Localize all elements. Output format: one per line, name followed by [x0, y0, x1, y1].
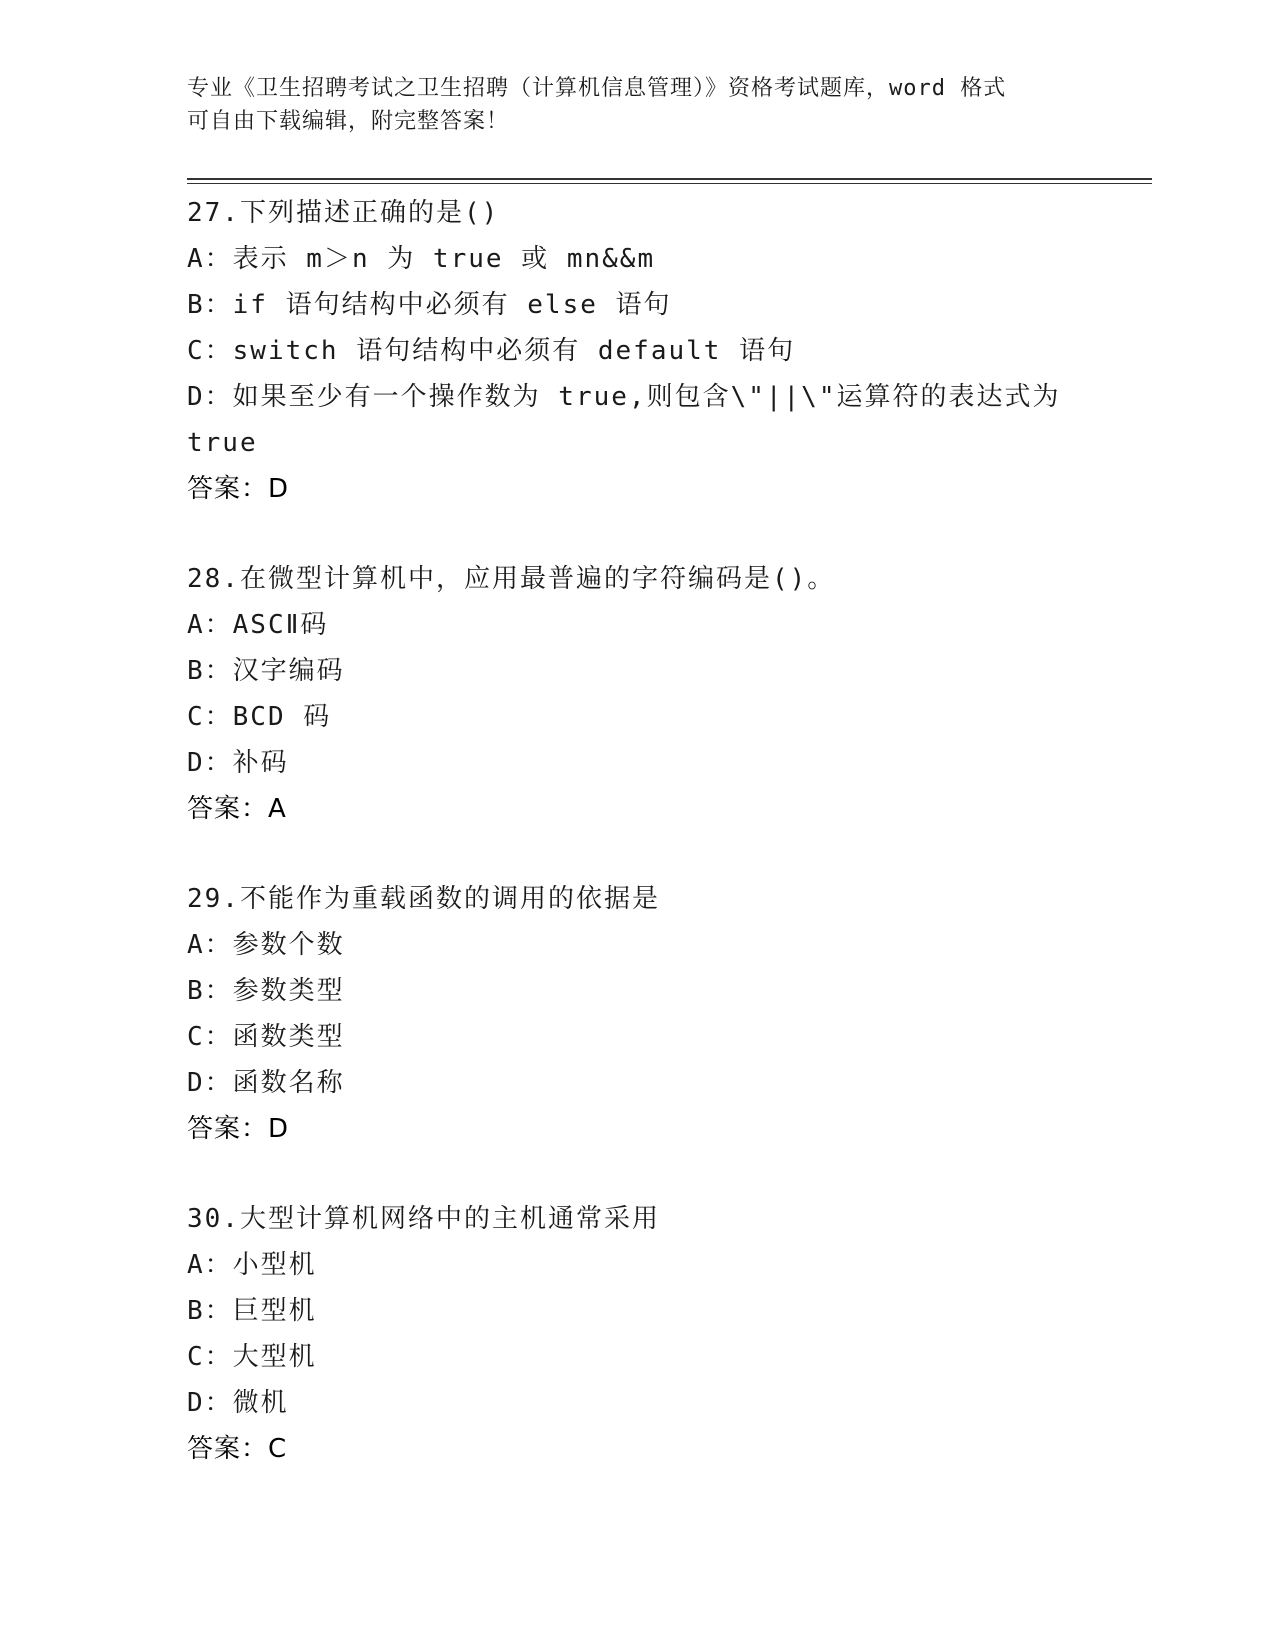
question-list [187, 190, 1087, 1516]
answer-line: 答案：C [187, 1434, 288, 1464]
question-stem: 28.在微型计算机中，应用最普遍的字符编码是()。 [187, 564, 836, 594]
document-header [187, 72, 1087, 138]
question-28 [187, 556, 1087, 832]
question-29 [187, 876, 1087, 1152]
option-c: C：函数类型 [187, 1022, 345, 1052]
question-27 [187, 190, 1087, 512]
question-stem: 29.不能作为重载函数的调用的依据是 [187, 884, 660, 914]
answer-line: 答案：D [187, 1114, 290, 1144]
option-b: B：参数类型 [187, 976, 345, 1006]
option-a: A：小型机 [187, 1250, 317, 1280]
option-b: B：巨型机 [187, 1296, 317, 1326]
header-line-2: 可自由下载编辑，附完整答案！ [187, 109, 510, 134]
option-c: C：switch 语句结构中必须有 default 语句 [187, 336, 796, 366]
option-d: D：微机 [187, 1388, 289, 1418]
answer-line: 答案：A [187, 794, 287, 824]
option-a: A：ASCⅡ码 [187, 610, 329, 640]
question-stem: 27.下列描述正确的是() [187, 198, 500, 228]
option-a: A：参数个数 [187, 930, 345, 960]
question-stem: 30.大型计算机网络中的主机通常采用 [187, 1204, 660, 1234]
option-d: D：补码 [187, 748, 289, 778]
answer-line: 答案：D [187, 474, 290, 504]
header-divider-thin [187, 183, 1152, 184]
option-d-continuation: true [187, 428, 258, 458]
option-a: A：表示 m＞n 为 true 或 mn&&m [187, 244, 656, 274]
header-line-1: 专业《卫生招聘考试之卫生招聘（计算机信息管理）》资格考试题库，word 格式 [187, 76, 1007, 101]
option-d: D：如果至少有一个操作数为 true,则包含\"||\"运算符的表达式为 [187, 382, 1061, 412]
option-d: D：函数名称 [187, 1068, 345, 1098]
option-b: B：if 语句结构中必须有 else 语句 [187, 290, 672, 320]
option-c: C：大型机 [187, 1342, 317, 1372]
option-b: B：汉字编码 [187, 656, 345, 686]
option-c: C：BCD 码 [187, 702, 332, 732]
header-divider-thick [187, 178, 1152, 180]
question-30 [187, 1196, 1087, 1472]
